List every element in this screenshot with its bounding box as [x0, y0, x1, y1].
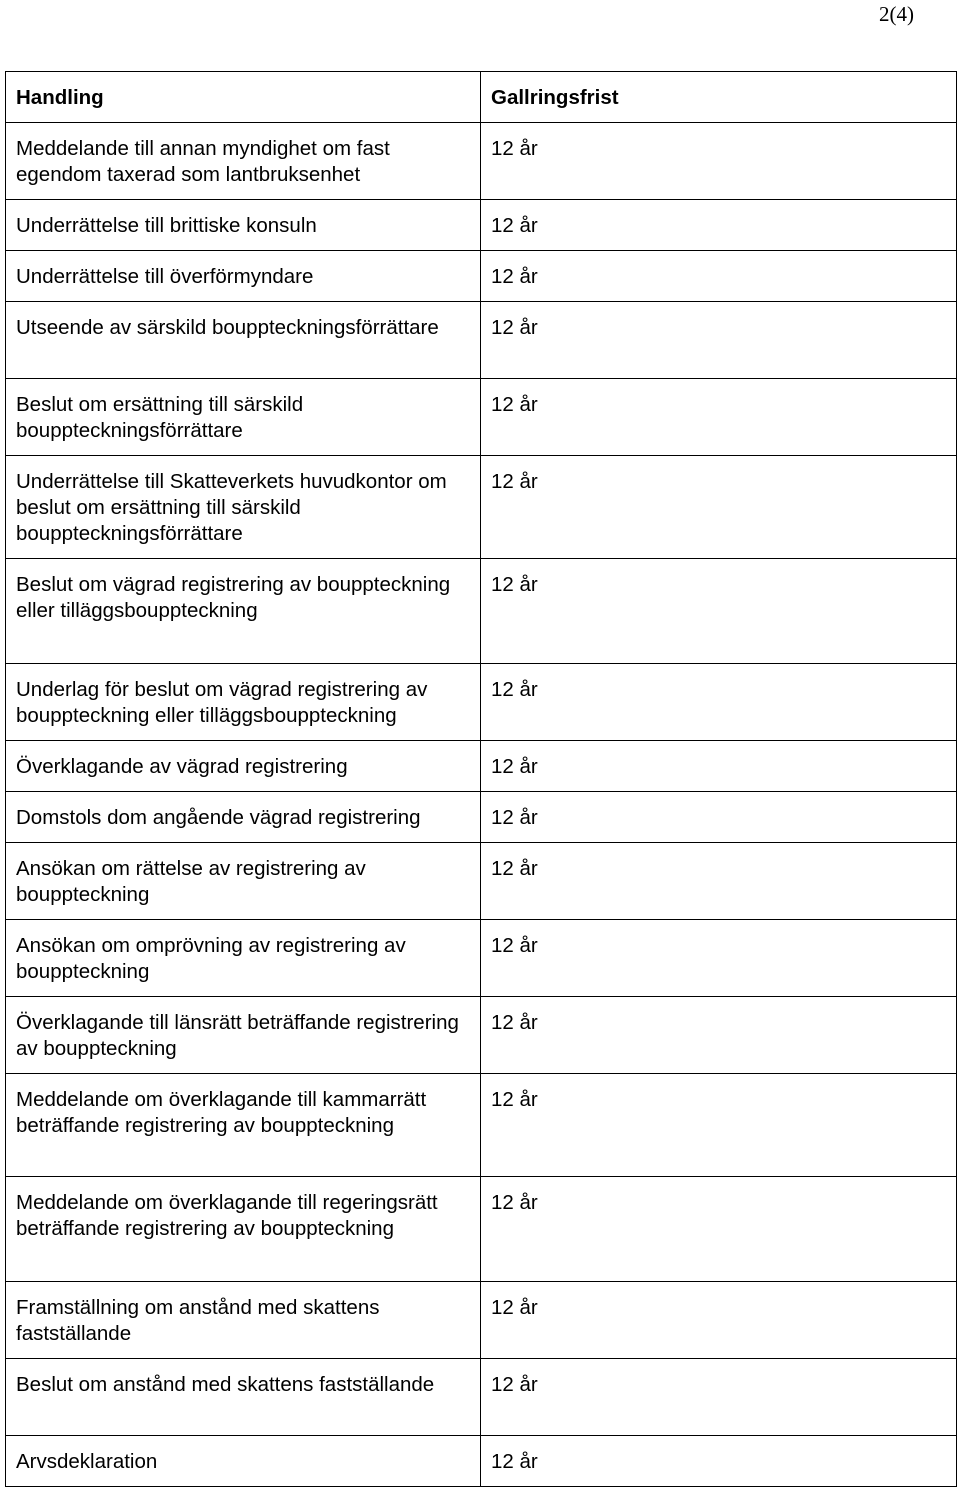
cell-handling: Överklagande till länsrätt beträffande registrering av bouppteckning [6, 997, 481, 1074]
cell-handling: Meddelande om överklagande till regeringsrätt beträffande registrering av bouppteckning [6, 1177, 481, 1282]
cell-handling: Ansökan om rättelse av registrering av bouppteckning [6, 843, 481, 920]
cell-handling: Framställning om anstånd med skattens fastställande [6, 1282, 481, 1359]
cell-handling: Ansökan om omprövning av registrering av bouppteckning [6, 920, 481, 997]
table-row [6, 920, 957, 997]
cell-gallringsfrist: 12 år [481, 200, 957, 251]
cell-gallringsfrist: 12 år [481, 792, 957, 843]
page-number: 2(4) [879, 2, 914, 26]
cell-handling: Beslut om anstånd med skattens fastställande [6, 1359, 481, 1436]
cell-gallringsfrist: 12 år [481, 1436, 957, 1487]
cell-handling: Beslut om vägrad registrering av bouppteckning eller tilläggsbouppteckning [6, 559, 481, 664]
cell-gallringsfrist: 12 år [481, 559, 957, 664]
cell-handling: Underrättelse till Skatteverkets huvudkontor om beslut om ersättning till särskild bouppteckningsförrättare [6, 456, 481, 559]
table-row [6, 792, 957, 843]
cell-handling: Överklagande av vägrad registrering [6, 741, 481, 792]
table-row [6, 379, 957, 456]
cell-gallringsfrist: 12 år [481, 920, 957, 997]
table-row [6, 302, 957, 379]
cell-gallringsfrist: 12 år [481, 456, 957, 559]
cell-gallringsfrist: 12 år [481, 1177, 957, 1282]
cell-handling: Utseende av särskild bouppteckningsförrättare [6, 302, 481, 379]
table-row [6, 1074, 957, 1177]
cell-gallringsfrist: 12 år [481, 302, 957, 379]
cell-handling: Underrättelse till överförmyndare [6, 251, 481, 302]
cell-handling: Domstols dom angående vägrad registrering [6, 792, 481, 843]
cell-gallringsfrist: 12 år [481, 379, 957, 456]
table-row [6, 1359, 957, 1436]
cell-gallringsfrist: 12 år [481, 1282, 957, 1359]
cell-gallringsfrist: 12 år [481, 664, 957, 741]
cell-gallringsfrist: 12 år [481, 1359, 957, 1436]
cell-gallringsfrist: 12 år [481, 123, 957, 200]
cell-handling: Arvsdeklaration [6, 1436, 481, 1487]
header-gallringsfrist: Gallringsfrist [481, 72, 957, 123]
table-row [6, 559, 957, 664]
cell-handling: Underrättelse till brittiske konsuln [6, 200, 481, 251]
table-row [6, 1177, 957, 1282]
cell-handling: Underlag för beslut om vägrad registrering av bouppteckning eller tilläggsbouppteckning [6, 664, 481, 741]
table-row [6, 251, 957, 302]
table-row [6, 200, 957, 251]
cell-gallringsfrist: 12 år [481, 843, 957, 920]
table-row [6, 741, 957, 792]
table-header-row [6, 72, 957, 123]
cell-handling: Meddelande om överklagande till kammarrätt beträffande registrering av bouppteckning [6, 1074, 481, 1177]
cell-gallringsfrist: 12 år [481, 251, 957, 302]
cell-handling: Beslut om ersättning till särskild bouppteckningsförrättare [6, 379, 481, 456]
cell-handling: Meddelande till annan myndighet om fast egendom taxerad som lantbruksenhet [6, 123, 481, 200]
table-row [6, 843, 957, 920]
table-row [6, 997, 957, 1074]
table-row [6, 456, 957, 559]
table-row [6, 1436, 957, 1487]
table-row [6, 1282, 957, 1359]
table-row [6, 664, 957, 741]
header-handling: Handling [6, 72, 481, 123]
retention-table [5, 71, 957, 1487]
cell-gallringsfrist: 12 år [481, 741, 957, 792]
cell-gallringsfrist: 12 år [481, 1074, 957, 1177]
table-row [6, 123, 957, 200]
cell-gallringsfrist: 12 år [481, 997, 957, 1074]
